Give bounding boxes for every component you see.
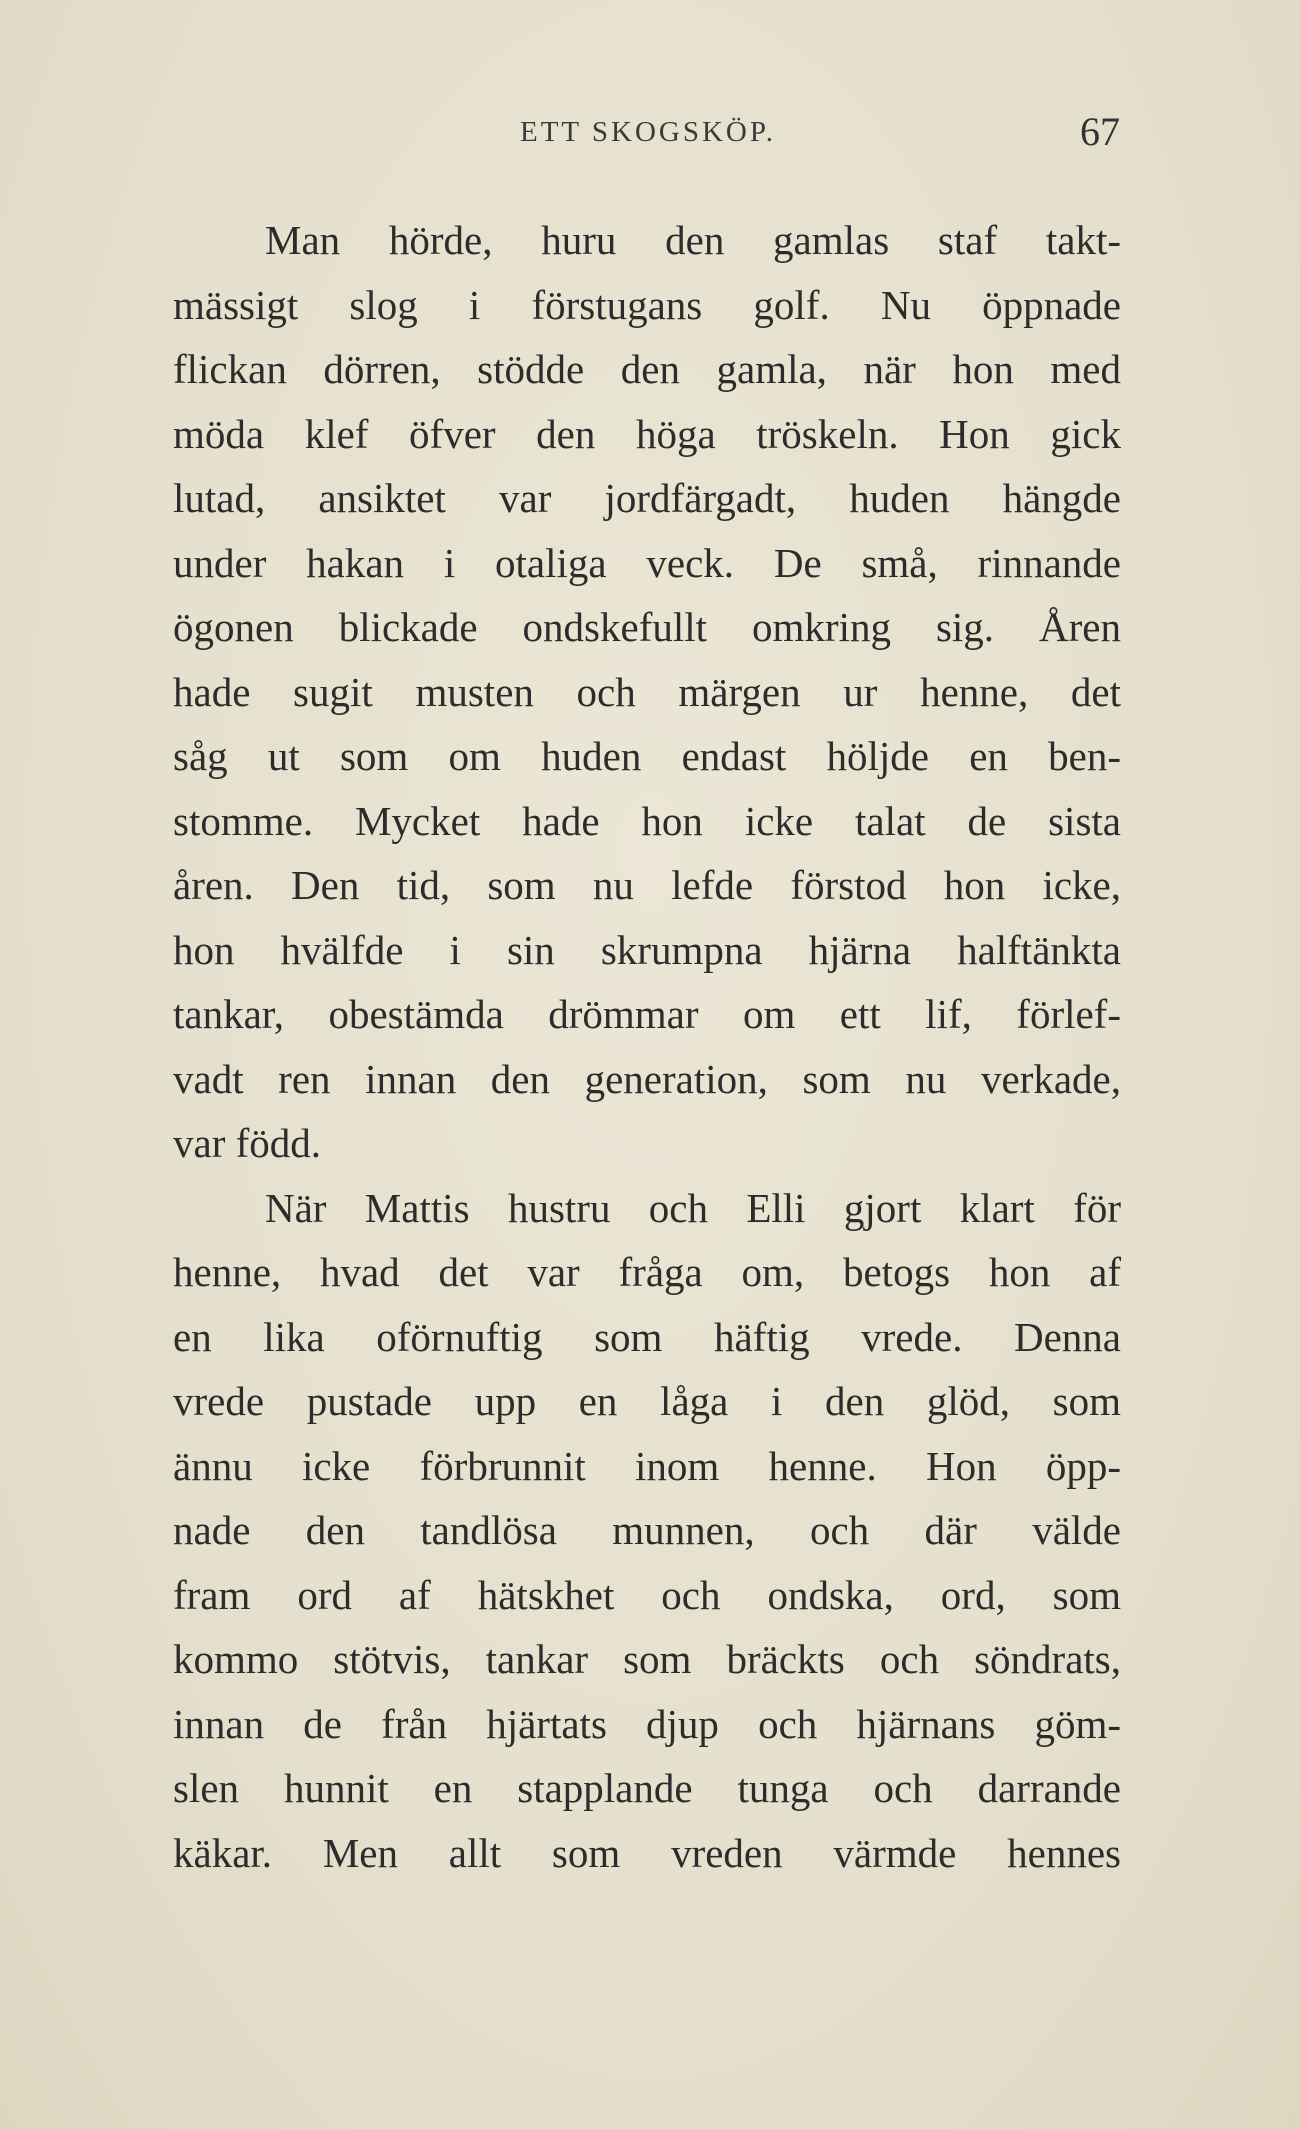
text-line: flickan dörren, stödde den gamla, när hon med [173, 346, 1121, 392]
text-line: en lika oförnuftig som häftig vrede. Denna [173, 1313, 1121, 1360]
body-text [173, 208, 1121, 1885]
text-line: såg ut som om huden endast höljde en ben- [173, 733, 1121, 779]
text-line: hon hvälfde i sin skrumpna hjärna halftänkta [173, 926, 1121, 973]
text-line: mässigt slog i förstugans golf. Nu öppnade [173, 281, 1121, 328]
text-line: vrede pustade upp en låga i den glöd, som [173, 1378, 1121, 1424]
text-line: fram ord af hätskhet och ondska, ord, som [173, 1571, 1121, 1618]
text-line: kommo stötvis, tankar som bräckts och söndrats, [173, 1636, 1121, 1682]
text-line: stomme. Mycket hade hon icke talat de sista [173, 797, 1121, 844]
text-line: åren. Den tid, som nu lefde förstod hon icke, [173, 862, 1121, 908]
text-line: slen hunnit en stapplande tunga och darrande [173, 1765, 1121, 1811]
page-number: 67 [1080, 109, 1120, 154]
text-line: under hakan i otaliga veck. De små, rinnande [173, 539, 1121, 586]
text-line: nade den tandlösa munnen, och där välde [173, 1507, 1121, 1553]
text-line: innan de från hjärtats djup och hjärnans göm- [173, 1700, 1121, 1747]
running-head: ETT SKOGSKÖP. [520, 116, 777, 148]
text-line: käkar. Men allt som vreden värmde hennes [173, 1829, 1121, 1876]
text-line: hade sugit musten och märgen ur henne, det [173, 668, 1121, 715]
text-line: var född. [173, 1120, 322, 1166]
text-line: Man hörde, huru den gamlas staf takt- [265, 217, 1121, 263]
text-line: lutad, ansiktet var jordfärgadt, huden hängde [173, 475, 1121, 521]
text-line: möda klef öfver den höga tröskeln. Hon gick [173, 410, 1121, 457]
text-line: henne, hvad det var fråga om, betogs hon af [173, 1249, 1121, 1295]
text-line: När Mattis hustru och Elli gjort klart för [265, 1184, 1121, 1231]
text-line: ögonen blickade ondskefullt omkring sig. Åren [173, 604, 1121, 650]
text-line: tankar, obestämda drömmar om ett lif, förlef- [173, 991, 1121, 1037]
text-line: ännu icke förbrunnit inom henne. Hon öpp- [173, 1442, 1121, 1489]
text-line: vadt ren innan den generation, som nu verkade, [173, 1055, 1121, 1102]
